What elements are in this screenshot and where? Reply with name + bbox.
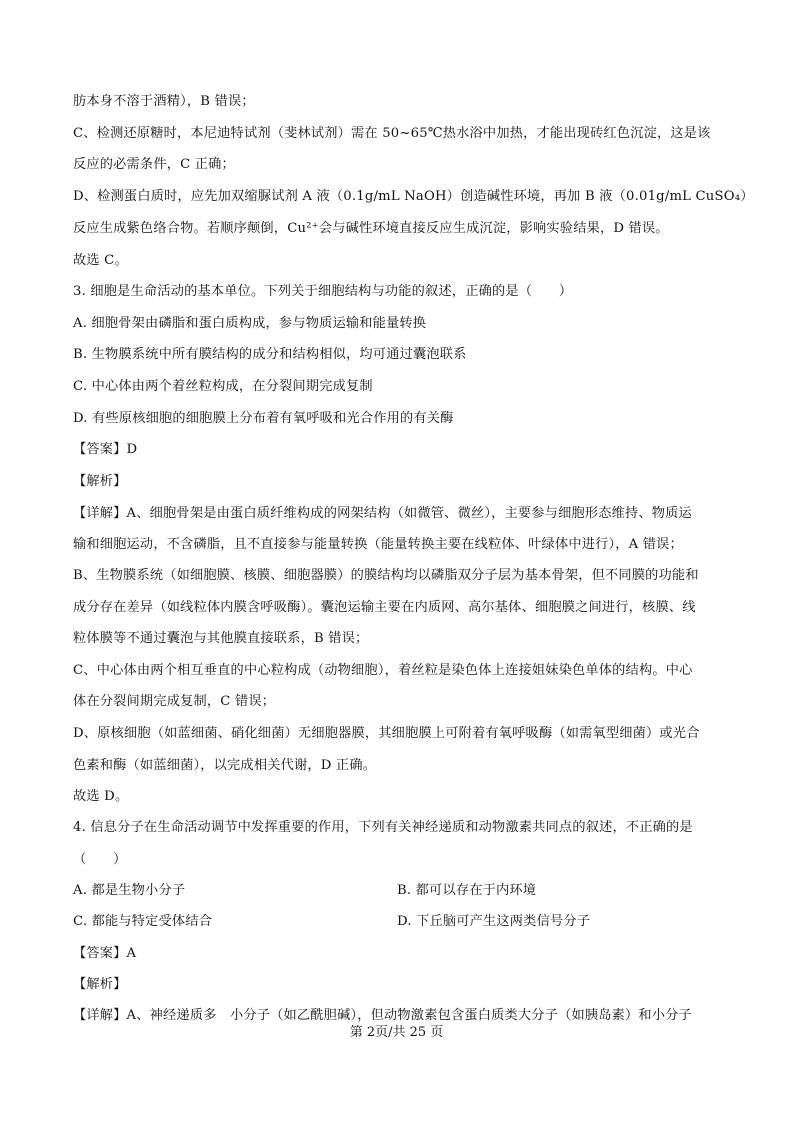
text-line-4: D、检测蛋白质时，应先加双缩脲试剂 A 液（0.1g/mL NaOH）创造碱性环境，再加 B 液（0.01g/mL CuSO₄） — [73, 189, 754, 204]
question-4-option-a: A. 都是生物小分子 — [73, 883, 186, 898]
detail-line-9: 色素和酶（如蓝细菌），以完成相关代谢，D 正确。 — [73, 758, 377, 773]
question-3-stem: 3. 细胞是生命活动的基本单位。下列关于细胞结构与功能的叙述，正确的是（ ） — [73, 284, 573, 299]
detail-line-7: 体在分裂间期完成复制，C 错误； — [73, 694, 276, 709]
detail-line-8: D、原核细胞（如蓝细菌、硝化细菌）无细胞器膜，其细胞膜上可附着有氧呼吸酶（如需氧型细菌）或光合 — [73, 726, 700, 741]
text-line-2: C、检测还原糖时，本尼迪特试剂（斐林试剂）需在 50~65℃热水浴中加热，才能出现砖红色沉淀，这是该 — [73, 126, 711, 141]
detail-line-q4: 【详解】A、神经递质多 小分子（如乙酰胆碱），但动物激素包含蛋白质类大分子（如胰岛素）和小分子 — [73, 1008, 692, 1023]
detail-line-3: B、生物膜系统（如细胞膜、核膜、细胞器膜）的膜结构均以磷脂双分子层为基本骨架，但不同膜的功能和 — [73, 568, 699, 583]
answer-label-q4: 【答案】A — [73, 946, 137, 961]
answer-label: 【答案】D — [73, 442, 138, 457]
conclusion-line: 故选 D。 — [73, 789, 129, 804]
analysis-label-q4: 【解析】 — [73, 977, 127, 992]
question-4-stem: 4. 信息分子在生命活动调节中发挥重要的作用，下列有关神经递质和动物激素共同点的叙述，不正确的是 — [73, 820, 693, 835]
question-4-blank: （ ） — [73, 852, 127, 867]
page-footer: 第 2页/共 25 页 — [349, 1025, 444, 1040]
question-4-option-b: B. 都可以存在于内环境 — [397, 883, 537, 898]
detail-line-6: C、中心体由两个相互垂直的中心粒构成（动物细胞），着丝粒是染色体上连接姐妹染色单体的结构。中心 — [73, 663, 693, 678]
analysis-label: 【解析】 — [73, 474, 127, 489]
text-line-5: 反应生成紫色络合物。若顺序颠倒，Cu²⁺会与碱性环境直接反应生成沉淀，影响实验结果，D 错误。 — [73, 221, 669, 236]
question-3-option-a: A. 细胞骨架由磷脂和蛋白质构成，参与物质运输和能量转换 — [73, 316, 427, 331]
question-3-option-d: D. 有些原核细胞的细胞膜上分布着有氧呼吸和光合作用的有关酶 — [73, 411, 454, 426]
text-line-1: 肪本身不溶于酒精），B 错误； — [73, 94, 255, 109]
detail-line-4: 成分存在差异（如线粒体内膜含呼吸酶）。囊泡运输主要在内质网、高尔基体、细胞膜之间进行，核膜、线 — [73, 600, 696, 615]
detail-line-5: 粒体膜等不通过囊泡与其他膜直接联系，B 错误； — [73, 631, 369, 646]
text-line-3: 反应的必需条件，C 正确； — [73, 157, 235, 172]
question-4-option-d: D. 下丘脑可产生这两类信号分子 — [397, 914, 591, 929]
detail-line-1: 【详解】A、细胞骨架是由蛋白质纤维构成的网架结构（如微管、微丝），主要参与细胞形态维持、物质运 — [73, 506, 692, 521]
text-line-6: 故选 C。 — [73, 253, 128, 268]
question-3-option-b: B. 生物膜系统中所有膜结构的成分和结构相似，均可通过囊泡联系 — [73, 347, 467, 362]
question-3-option-c: C. 中心体由两个着丝粒构成，在分裂间期完成复制 — [73, 379, 373, 394]
detail-line-2: 输和细胞运动，不含磷脂，且不直接参与能量转换（能量转换主要在线粒体、叶绿体中进行），A 错误； — [73, 537, 683, 552]
question-4-option-c: C. 都能与特定受体结合 — [73, 914, 213, 929]
